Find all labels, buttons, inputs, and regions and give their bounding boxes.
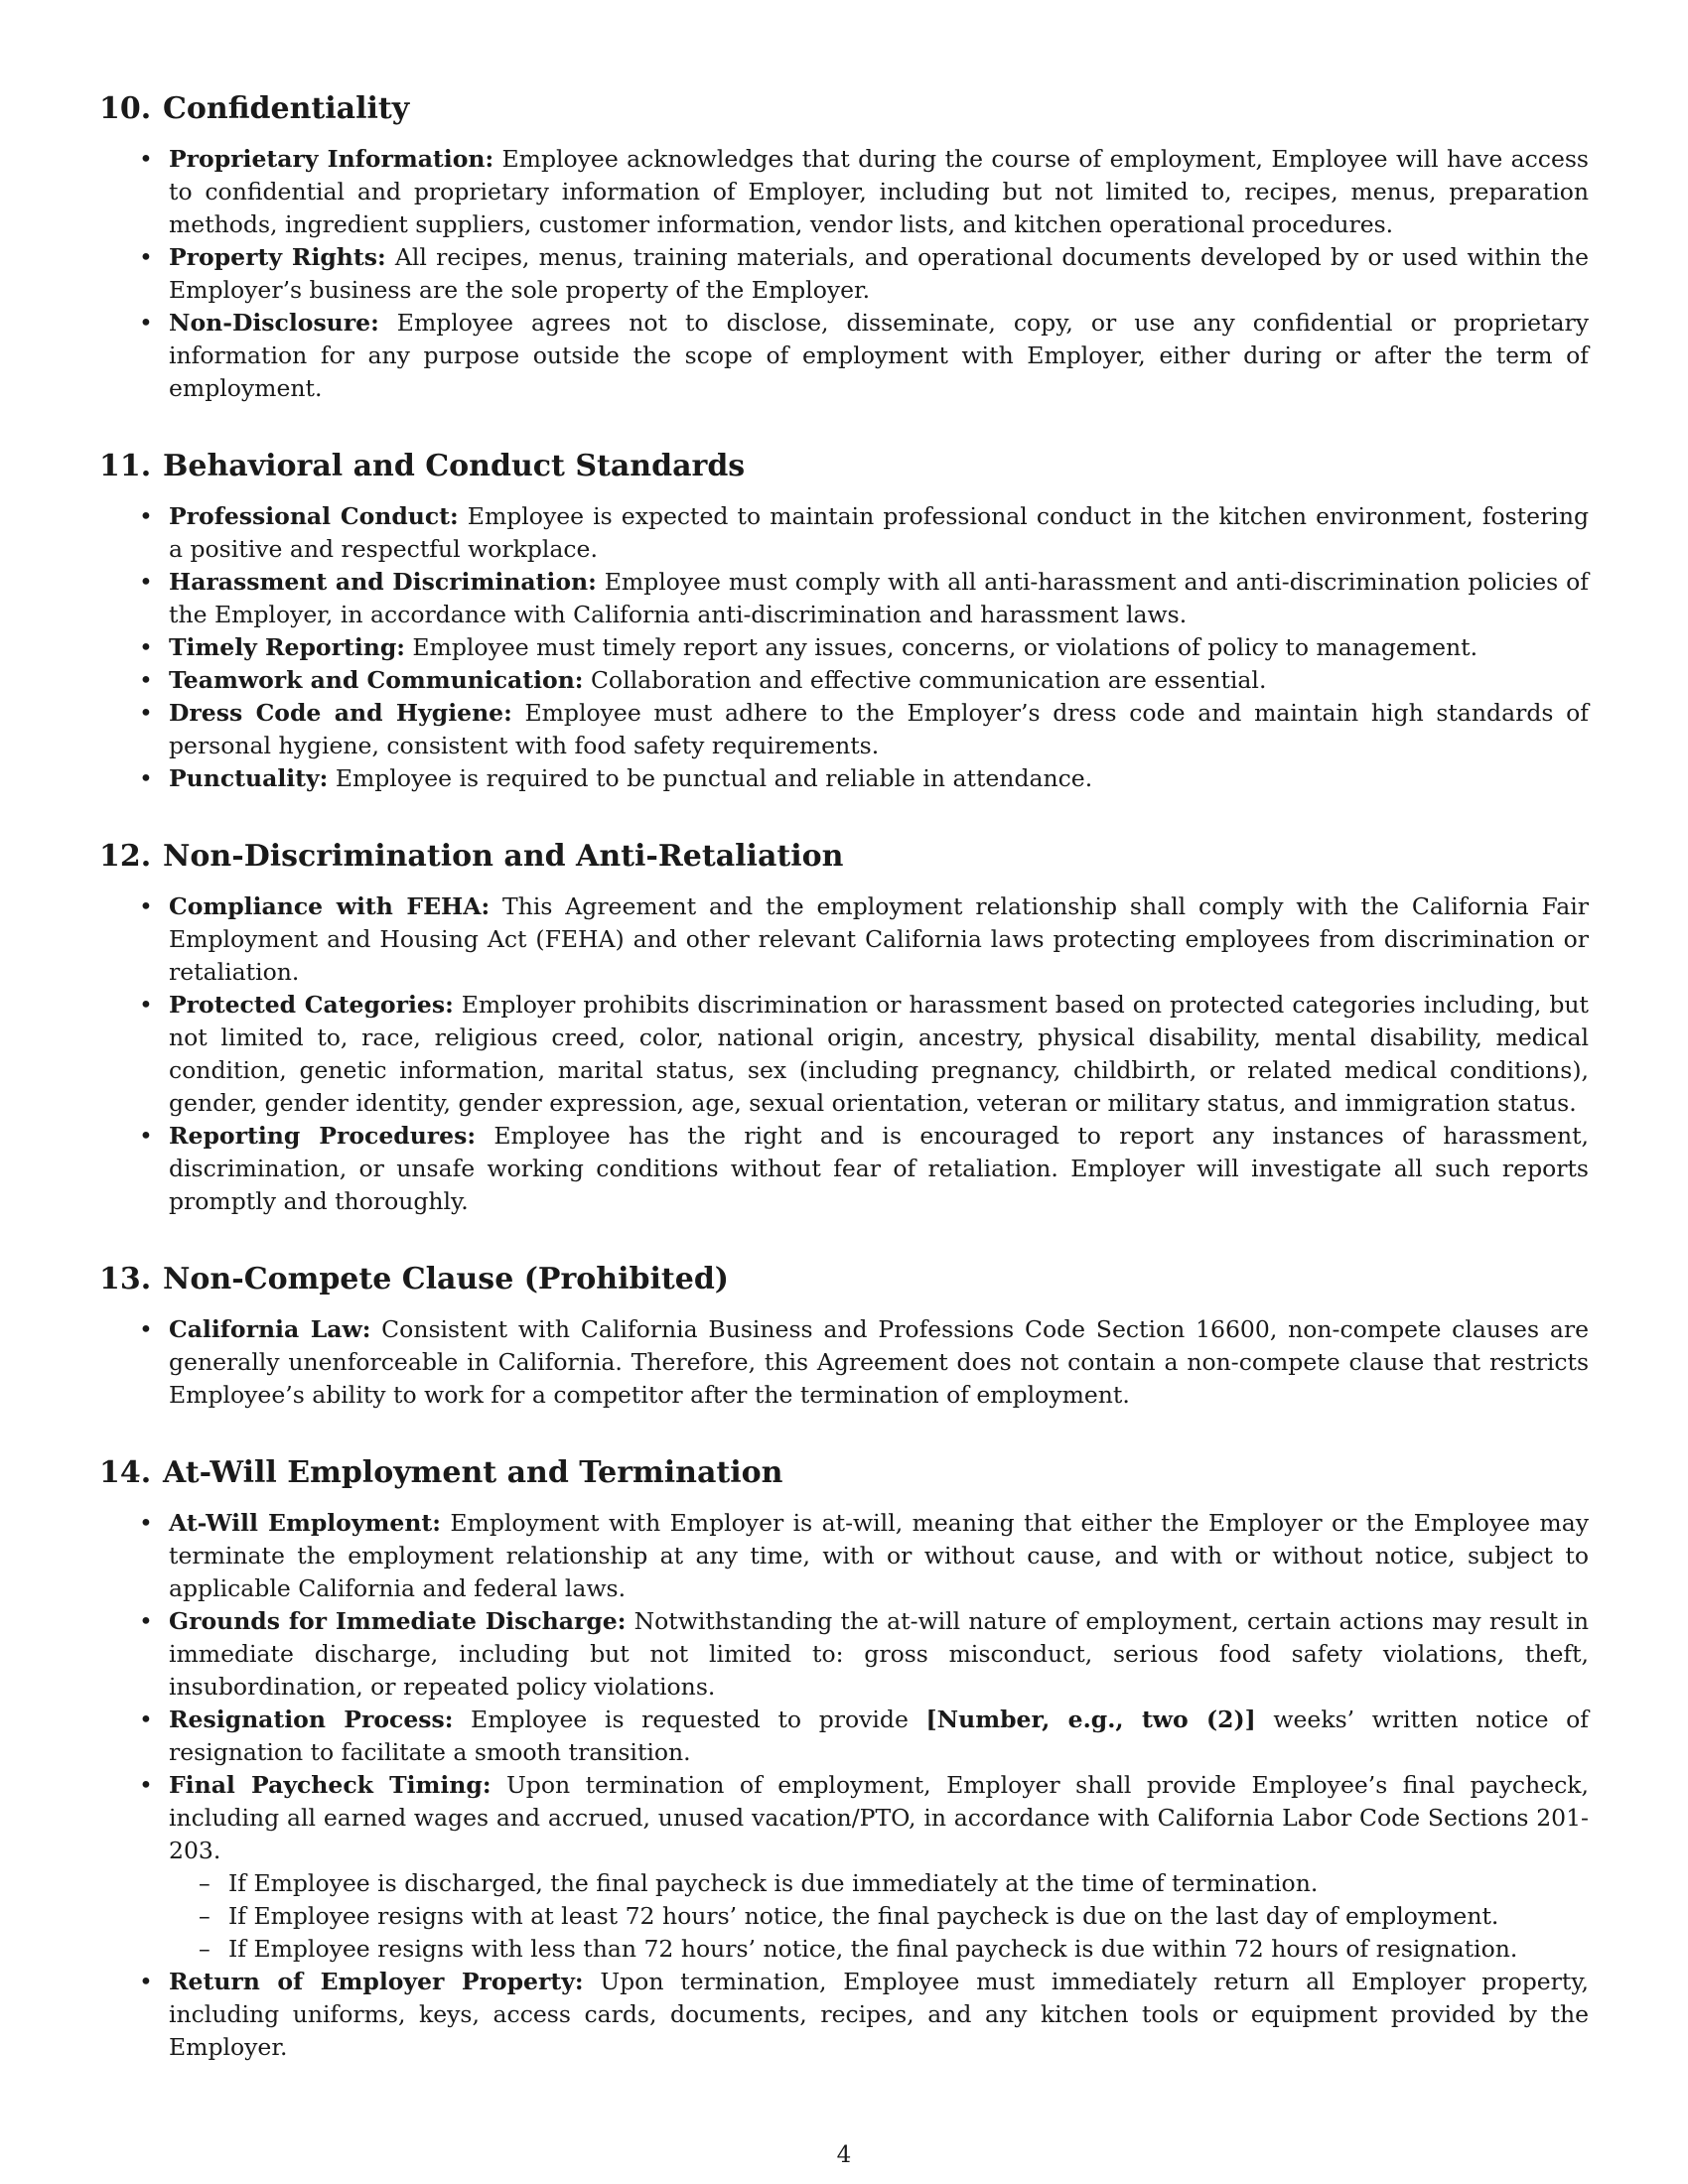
- list-item: [99, 1966, 1589, 2064]
- item-term: Teamwork and Communication:: [169, 666, 584, 694]
- list-item: [99, 989, 1589, 1120]
- item-term: Proprietary Information:: [169, 145, 494, 173]
- item-text: Collaboration and effective communication are essential.: [583, 666, 1267, 694]
- list-item: [99, 1769, 1589, 1966]
- item-text: Employee must adhere to the Employer’s dress code and maintain high standards of personal hygiene, consistent with food safety requirements.: [169, 699, 1589, 759]
- list-item: [99, 307, 1589, 405]
- section-title: Non-Discrimination and Anti-Retaliation: [163, 839, 844, 874]
- section-heading: [99, 1260, 1589, 1299]
- page-number: 4: [836, 2142, 852, 2168]
- item-term: Harassment and Discrimination:: [169, 568, 597, 596]
- section-number: 13.: [99, 1262, 152, 1297]
- section-number: 11.: [99, 449, 152, 483]
- document-page: [99, 89, 1589, 2106]
- item-text: Upon termination of employment, Employer shall provide Employee’s final paycheck, including all earned wages and accrued, unused vacation/PTO, in accordance with California Labor Code Sections 201-203.: [169, 1771, 1589, 1864]
- list-item: [99, 664, 1589, 697]
- list-item: [99, 1704, 1589, 1769]
- item-term: Non-Disclosure:: [169, 309, 379, 337]
- item-term: Timely Reporting:: [169, 633, 405, 661]
- item-term: Compliance with FEHA:: [169, 892, 491, 920]
- section-number: 12.: [99, 839, 152, 874]
- bullet-list: [99, 500, 1589, 795]
- sub-list: [169, 1867, 1589, 1966]
- list-item: [99, 1313, 1589, 1412]
- list-item: [99, 1507, 1589, 1605]
- section-title: At-Will Employment and Termination: [163, 1455, 783, 1490]
- item-term: Property Rights:: [169, 243, 386, 271]
- item-text: All recipes, menus, training materials, and operational documents developed by or used within the Employer’s business are the sole property of the Employer.: [169, 243, 1589, 304]
- section-heading: [99, 837, 1589, 877]
- item-term: Dress Code and Hygiene:: [169, 699, 512, 727]
- fill-in-placeholder: [Number, e.g., two (2)]: [925, 1706, 1256, 1733]
- bullet-list: [99, 890, 1589, 1218]
- sub-list-item: – If Employee resigns with at least 72 hours’ notice, the final paycheck is due on the last day of employment.: [169, 1900, 1589, 1933]
- item-text: Employee is required to be punctual and reliable in attendance.: [328, 764, 1093, 792]
- sub-list-item: – If Employee resigns with less than 72 hours’ notice, the final paycheck is due within 72 hours of resignation.: [169, 1933, 1589, 1966]
- section-non-discrimination: [99, 837, 1589, 1218]
- section-title: Non-Compete Clause (Prohibited): [163, 1262, 729, 1297]
- item-text: Upon termination, Employee must immediately return all Employer property, including uniforms, keys, access cards, documents, recipes, and any kitchen tools or equipment provided by the Employer.: [169, 1968, 1589, 2061]
- section-behavioral-conduct: [99, 447, 1589, 795]
- item-text: Employee agrees not to disclose, disseminate, copy, or use any confidential or proprietary information for any purpose outside the scope of employment with Employer, either during or after the term of employment.: [169, 309, 1589, 402]
- list-item: [99, 1120, 1589, 1218]
- list-item: [99, 631, 1589, 664]
- item-term: Professional Conduct:: [169, 502, 459, 530]
- item-text: Consistent with California Business and Professions Code Section 16600, non-compete clauses are generally unenforceable in California. Therefore, this Agreement does not contain a non-compete clause that restricts Employee’s ability to work for a competitor after the termination of employment.: [169, 1315, 1589, 1409]
- item-term: Punctuality:: [169, 764, 329, 792]
- item-term: At-Will Employment:: [169, 1509, 441, 1537]
- section-number: 14.: [99, 1455, 152, 1490]
- bullet-list: [99, 143, 1589, 405]
- list-item: [99, 143, 1589, 241]
- item-term: Grounds for Immediate Discharge:: [169, 1607, 627, 1635]
- list-item: [99, 890, 1589, 989]
- bullet-list: [99, 1507, 1589, 2064]
- item-term: Protected Categories:: [169, 991, 454, 1019]
- item-text: Employee is expected to maintain professional conduct in the kitchen environment, fostering a positive and respectful workplace.: [169, 502, 1590, 563]
- item-text: Employee acknowledges that during the course of employment, Employee will have access to confidential and proprietary information of Employer, including but not limited to, recipes, menus, preparation methods, ingredient suppliers, customer information, vendor lists, and kitchen operational procedures.: [169, 145, 1589, 238]
- item-term: California Law:: [169, 1315, 371, 1343]
- list-item: [99, 697, 1589, 762]
- section-confidentiality: [99, 89, 1589, 405]
- item-text: Employee must comply with all anti-harassment and anti-discrimination policies of the Employer, in accordance with California anti-discrimination and harassment laws.: [169, 568, 1589, 628]
- section-non-compete: [99, 1260, 1589, 1412]
- item-term: Final Paycheck Timing:: [169, 1771, 492, 1799]
- section-heading: [99, 89, 1589, 129]
- section-number: 10.: [99, 91, 152, 126]
- item-term: Resignation Process:: [169, 1706, 454, 1733]
- bullet-list: [99, 1313, 1589, 1412]
- list-item: [99, 566, 1589, 631]
- item-text: Employment with Employer is at-will, meaning that either the Employer or the Employee may terminate the employment relationship at any time, with or without cause, and with or without notice, subject to applicable California and federal laws.: [169, 1509, 1590, 1602]
- item-text: Employee must timely report any issues, concerns, or violations of policy to management.: [404, 633, 1478, 661]
- section-heading: [99, 447, 1589, 486]
- section-title: Behavioral and Conduct Standards: [163, 449, 746, 483]
- list-item: [99, 762, 1589, 795]
- list-item: [99, 1605, 1589, 1704]
- list-item: [99, 241, 1589, 307]
- section-title: Confidentiality: [163, 91, 410, 126]
- sub-list-item: – If Employee is discharged, the final paycheck is due immediately at the time of termination.: [169, 1867, 1589, 1900]
- section-at-will-employment: [99, 1453, 1589, 2064]
- item-text: Employee has the right and is encouraged to report any instances of harassment, discrimination, or unsafe working conditions without fear of retaliation. Employer will investigate all such reports promptly and thoroughly.: [169, 1122, 1589, 1215]
- item-term: Reporting Procedures:: [169, 1122, 477, 1150]
- item-text: Notwithstanding the at-will nature of employment, certain actions may result in immediate discharge, including but not limited to: gross misconduct, serious food safety violations, theft, insubordination, or repeated policy violations.: [169, 1607, 1589, 1701]
- section-heading: [99, 1453, 1589, 1493]
- item-term: Return of Employer Property:: [169, 1968, 584, 1995]
- item-text: Employer prohibits discrimination or harassment based on protected categories including, but not limited to, race, religious creed, color, national origin, ancestry, physical disability, mental disability, medical condition, genetic information, marital status, sex (including pregnancy, childbirth, or related medical conditions), gender, gender identity, gender expression, age, sexual orientation, veteran or military status, and immigration status.: [169, 991, 1589, 1117]
- item-text: Employee is requested to provide: [453, 1706, 926, 1733]
- item-text: This Agreement and the employment relationship shall comply with the California Fair Employment and Housing Act (FEHA) and other relevant California laws protecting employees from discrimination or retaliation.: [169, 892, 1589, 986]
- item-text: weeks’ written notice of resignation to facilitate a smooth transition.: [169, 1706, 1589, 1766]
- list-item: [99, 500, 1589, 566]
